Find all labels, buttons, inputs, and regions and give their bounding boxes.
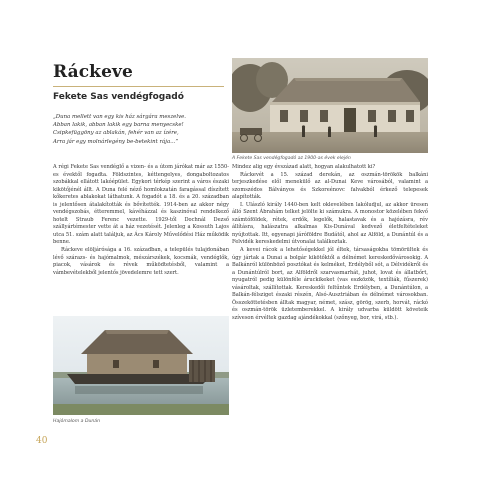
right-text-column — [232, 164, 428, 322]
photo-caption: A Fekete Sas vendégfogadó az 1900-as évek elején — [232, 156, 351, 161]
page-number: 40 — [36, 436, 48, 446]
paragraph: I. Ulászló király 1440-ben kelt oklevelében lakóludjul, az akkor üresen álló Szent Ábrahám telket jelölte ki számukra. A monostor közelében fekvő számtóföldek, rétek, erdők, legelők, halastavak és a hajózásra, rév állításra, halászatra alkalmas Kis-Dunával kedvező életfeltételeket nyújtottak. Itt, egyenapi járóföldre Budától, ahol az Alföld, a Dunántúl és a Felvidék kereskedelmi útvonalai találkoztak. — [232, 201, 428, 246]
paragraph: Ráckeve elöljárósága a 16. században, a település tulajdonában lévő szárazs- és hajómalmok, mészárszékek, kocsmák, vendéglők, piacok, vásárok és révek működtetésből, valamint a vámbevételekből jelentős jövedelemre tett szert. — [53, 247, 229, 276]
page-title: Ráckeve — [53, 62, 133, 82]
quote-line: „Duna mellett van egy kis ház sárgára meszelve. — [53, 114, 187, 120]
quote-line: Abban lakik, abban lakik egy barna menyecske! — [53, 122, 184, 129]
left-text-column — [53, 164, 229, 277]
poem-quote — [53, 113, 233, 146]
paragraph: A kevei rácok a lehetőségekkel jól éltek, társaságokba tömörültek és úgy jártak a Dunai a bolgár kikötőktől a délnémet kereskedővárosokig. A Balkánról különböző posztókat és kelméket, Erdélyből sót, a Délvidékről és a Dunántúlról bort, az Alföldről szarvasmarhát, juhot, lovat és állatbőrt, nyugatról pedig különféle áruckikeket (vas eszközök, textíliák, fűszerek) vásároltak, szállítottak. Kereskedői feltűntek Erdélyben, a Dunántúlon, a Balkán-félsziget északi részén, Alsó-Ausztriában és délnémet városokban. Összeköttetésben álltak magyar, német, szász, görög, szerb, horvát, ráckó és oszmán-török üzletemberekkel. A király udvarba küldött követeik szíveson érvéltek gazdag ajándékokkal (szőnyeg, bor, virá, stb.). — [232, 247, 428, 321]
paragraph: Ráckevét a 15. század derekán, az oszmán-törökök balkáni terjeszkedése elől menekülő az al-Dunai Keve városából, valamint a szomszédos Bálványos és Szkoreénovc falvakból érkező telepesek alapították. — [232, 171, 428, 201]
photo-caption: Hajómalom a Dunán — [53, 419, 101, 424]
ship-mill-photo — [53, 316, 229, 415]
top-margin — [0, 0, 480, 40]
paragraph: A régi Fekete Sas vendéglő a vizen- és a útom járókat már az 1550-es évektől fogadta. Földszintes, kéttengelyes, dongaboltozatos szobákkal ellátott lakóépület. Egykori térkép szerint a város északi kikötőjénél állt. A Duna felé néző homlokzatán faragással díszített kőkeretes ablakokat láthatunk. A fogadót a 18. és a 20. században is jelentősen átalakították és bővítették. 1914-ben az akkor négy vendégszobás, étteremmel, kávéházzal és kaszinóval rendelkező hotelt Straub Ferenc vezette. 1929-től Dochnál Dezső szállyártémester vette át a ház vezetését. Jelenleg a Kossuth Lajos utca 51. szám alatt találjuk, az Ács Károly Művelődési Ház működik benne. — [53, 164, 229, 246]
quote-line: Csipkefüggöny az ablakán, fehér van az ízére, — [53, 130, 179, 137]
section-subtitle: Fekete Sas vendégfogadó — [53, 92, 184, 102]
title-underline — [53, 86, 224, 87]
paragraph: Mindez alig egy évszázad alatt, hogyan alakulhatott ki? — [232, 164, 376, 170]
quote-line: Arra jár egy molnárlegény be-betekint rája…” — [53, 138, 179, 145]
inn-historic-photo — [232, 58, 428, 153]
